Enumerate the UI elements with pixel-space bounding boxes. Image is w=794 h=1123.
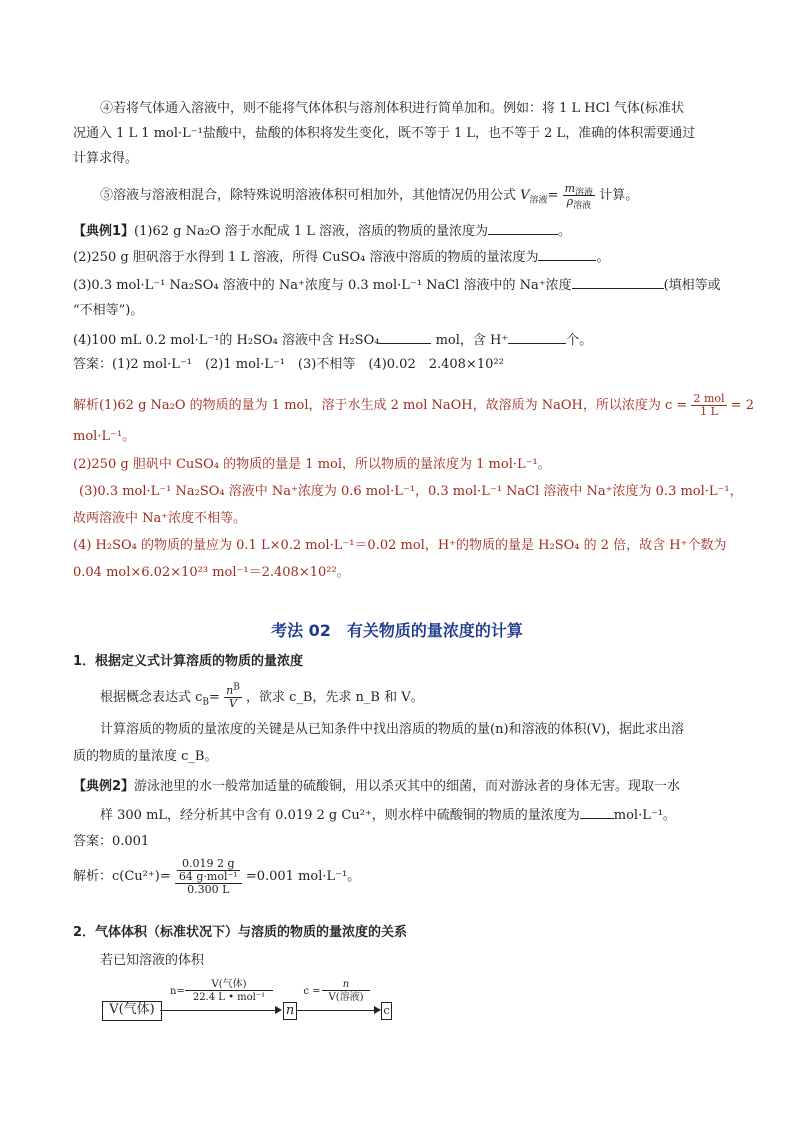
section-title: 考法 02 有关物质的量浓度的计算 <box>271 621 523 640</box>
para-5-suffix: 计算。 <box>599 188 639 203</box>
example1-q1-text: (1)62 g Na₂O 溶于水配成 1 L 溶液，溶质的物质的量浓度为 <box>134 224 489 239</box>
arrow-1-head <box>275 1006 282 1014</box>
def-frac-num-sup: B <box>233 682 240 693</box>
ex2-inner-den: 64 g·mol⁻¹ <box>178 870 238 883</box>
para-4-line3: 计算求得。 <box>73 151 139 166</box>
box-n: n <box>283 1002 297 1020</box>
example1-expl3-line2: 故两溶液中 Na⁺浓度不相等。 <box>73 511 247 526</box>
ex2-expl-suffix: =0.001 mol·L⁻¹。 <box>245 869 361 884</box>
example1-q3-line2: “不相等”)。 <box>73 303 144 318</box>
expl1-frac-den: 1 L <box>700 405 718 418</box>
para-key-line1: 计算溶质的物质的量浓度的关键是从已知条件中找出溶质的物质的量(n)和溶液的体积(V)，据此求出溶 <box>100 722 685 737</box>
heading-1: 1．根据定义式计算溶质的物质的量浓度 <box>73 654 304 669</box>
heading-2-sub: 若已知溶液的体积 <box>100 953 205 968</box>
frac-num: m <box>564 182 576 195</box>
example2-line1 <box>73 778 680 796</box>
example1-q1-end: 。 <box>558 224 572 239</box>
answer-blank <box>538 247 596 261</box>
para-4-line1: ④若将气体通入溶液中，则不能将气体体积与溶剂体积进行简单加和。例如：将 1 L HCl 气体(标准状 <box>100 101 684 116</box>
example2-line2 <box>100 805 676 825</box>
example2-answer: 答案：0.001 <box>73 834 150 849</box>
def-frac-num: n <box>226 684 234 697</box>
para-4-line2: 况通入 1 L 1 mol·L⁻¹盐酸中，盐酸的体积将发生变化，既不等于 1 L，也不等于 2 L，准确的体积需要通过 <box>73 126 696 141</box>
example2-line1-text: 游泳池里的水一般常加适量的硫酸铜，用以杀灭其中的细菌，而对游泳者的身体无害。现取一水 <box>134 779 681 794</box>
formula-eq2: = <box>209 690 220 705</box>
expl1-fraction <box>691 393 726 418</box>
ex2-outer-den: 0.300 L <box>187 883 230 896</box>
definition-formula <box>100 682 424 710</box>
formula-eq: = <box>547 188 559 203</box>
example1-expl1 <box>73 393 754 418</box>
example1-q3-text: (3)0.3 mol·L⁻¹ Na₂SO₄ 溶液中的 Na⁺浓度与 0.3 mol·L⁻¹ NaCl 溶液中的 Na⁺浓度 <box>73 278 572 293</box>
formula-fraction <box>563 182 595 212</box>
definition-fraction <box>224 682 242 710</box>
example1-q3 <box>73 275 721 295</box>
ex2-inner-fraction <box>177 858 240 883</box>
box-c: c <box>381 1002 392 1020</box>
def-frac-den: V <box>228 697 237 710</box>
example2-explanation <box>73 858 360 896</box>
example2-line2a: 样 300 mL，经分析其中含有 0.019 2 g Cu²⁺，则水样中硫酸铜的物质的量浓度为 <box>100 808 580 823</box>
example1-q4-a: (4)100 mL 0.2 mol·L⁻¹的 H₂SO₄ 溶液中含 H₂SO₄ <box>73 333 380 348</box>
answer-blank <box>488 221 558 235</box>
arrow-1-den: 22.4 L • mol⁻¹ <box>192 992 266 1003</box>
ex2-compound-fraction <box>175 858 242 896</box>
example1-expl1-line2: mol·L⁻¹。 <box>73 429 136 444</box>
example1-expl3-line1: (3)0.3 mol·L⁻¹ Na₂SO₄ 溶液中 Na⁺浓度为 0.6 mol·L⁻¹，0.3 mol·L⁻¹ NaCl 溶液中 Na⁺浓度为 0.3 mol·L⁻¹， <box>79 484 743 499</box>
box-gas-volume: V(气体) <box>102 1001 162 1021</box>
example2-line2b: mol·L⁻¹。 <box>613 808 676 823</box>
arrow-1-num: V(气体) <box>185 979 273 991</box>
example1-q2-text: (2)250 g 胆矾溶于水得到 1 L 溶液，所得 CuSO₄ 溶液中溶质的物质的量浓度为 <box>73 250 539 265</box>
frac-num-sub: 溶液 <box>575 188 594 199</box>
frac-den: ρ <box>566 195 574 208</box>
formula-v-sub: 溶液 <box>529 195 548 206</box>
arrow-2-label: c = <box>303 986 321 997</box>
example1-expl4-line1: (4) H₂SO₄ 的物质的量应为 0.1 L×0.2 mol·L⁻¹＝0.02 mol，H⁺的物质的量是 H₂SO₄ 的 2 倍，故含 H⁺个数为 <box>73 538 727 553</box>
example1-q4-c: 个。 <box>566 333 593 348</box>
expl1-a: 解析(1)62 g Na₂O 的物质的量为 1 mol，溶于水生成 2 mol NaOH，故溶质为 NaOH，所以浓度为 c = <box>73 398 688 413</box>
heading-2: 2．气体体积（标准状况下）与溶质的物质的量浓度的关系 <box>73 925 408 940</box>
formula-sub-b: B <box>202 697 210 708</box>
example1-expl2: (2)250 g 胆矾中 CuSO₄ 的物质的量是 1 mol，所以物质的量浓度为 1 mol·L⁻¹。 <box>73 457 551 472</box>
answer-blank <box>580 805 614 819</box>
answer-blank <box>379 330 431 344</box>
arrow-1-label: n= <box>170 986 185 997</box>
arrow-2-num: n <box>322 979 370 991</box>
example1-label: 【典例1】 <box>73 224 135 239</box>
example1-q4-b: mol，含 H⁺ <box>431 333 509 348</box>
answer-blank <box>572 275 664 289</box>
ex2-expl-prefix: 解析：c(Cu²⁺)= <box>73 869 171 884</box>
arrow-2-den: V(溶液) <box>328 992 364 1003</box>
example1-q4 <box>73 330 592 350</box>
arrow-2-line <box>296 1010 374 1011</box>
formula-v: V <box>520 188 530 203</box>
para-5-prefix: ⑤溶液与溶液相混合，除特殊说明溶液体积可相加外，其他情况仍用公式 <box>100 188 517 203</box>
arrow-2-head <box>374 1006 381 1014</box>
example1-answer: 答案：(1)2 mol·L⁻¹ (2)1 mol·L⁻¹ (3)不相等 (4)0.02 2.408×10²² <box>73 357 504 372</box>
formula-suffix: ，欲求 c_B，先求 n_B 和 V。 <box>245 690 424 705</box>
example1-q2 <box>73 247 610 267</box>
example1-q3-end: (填相等或 <box>663 278 721 293</box>
formula-prefix: 根据概念表达式 c <box>100 690 203 705</box>
arrow-1-line <box>160 1010 275 1011</box>
example2-label: 【典例2】 <box>73 779 135 794</box>
example1-expl4-line2: 0.04 mol×6.02×10²³ mol⁻¹＝2.408×10²²。 <box>73 565 350 580</box>
expl1-frac-num: 2 mol <box>693 392 725 405</box>
para-key-line2: 质的物质的量浓度 c_B。 <box>73 749 218 764</box>
ex2-inner-num: 0.019 2 g <box>177 858 240 871</box>
para-5 <box>100 182 639 212</box>
answer-blank <box>508 330 566 344</box>
example1-q1 <box>73 221 571 241</box>
expl1-b: = 2 <box>730 398 754 413</box>
example1-q2-end: 。 <box>596 250 610 265</box>
frac-den-sub: 溶液 <box>573 201 592 212</box>
